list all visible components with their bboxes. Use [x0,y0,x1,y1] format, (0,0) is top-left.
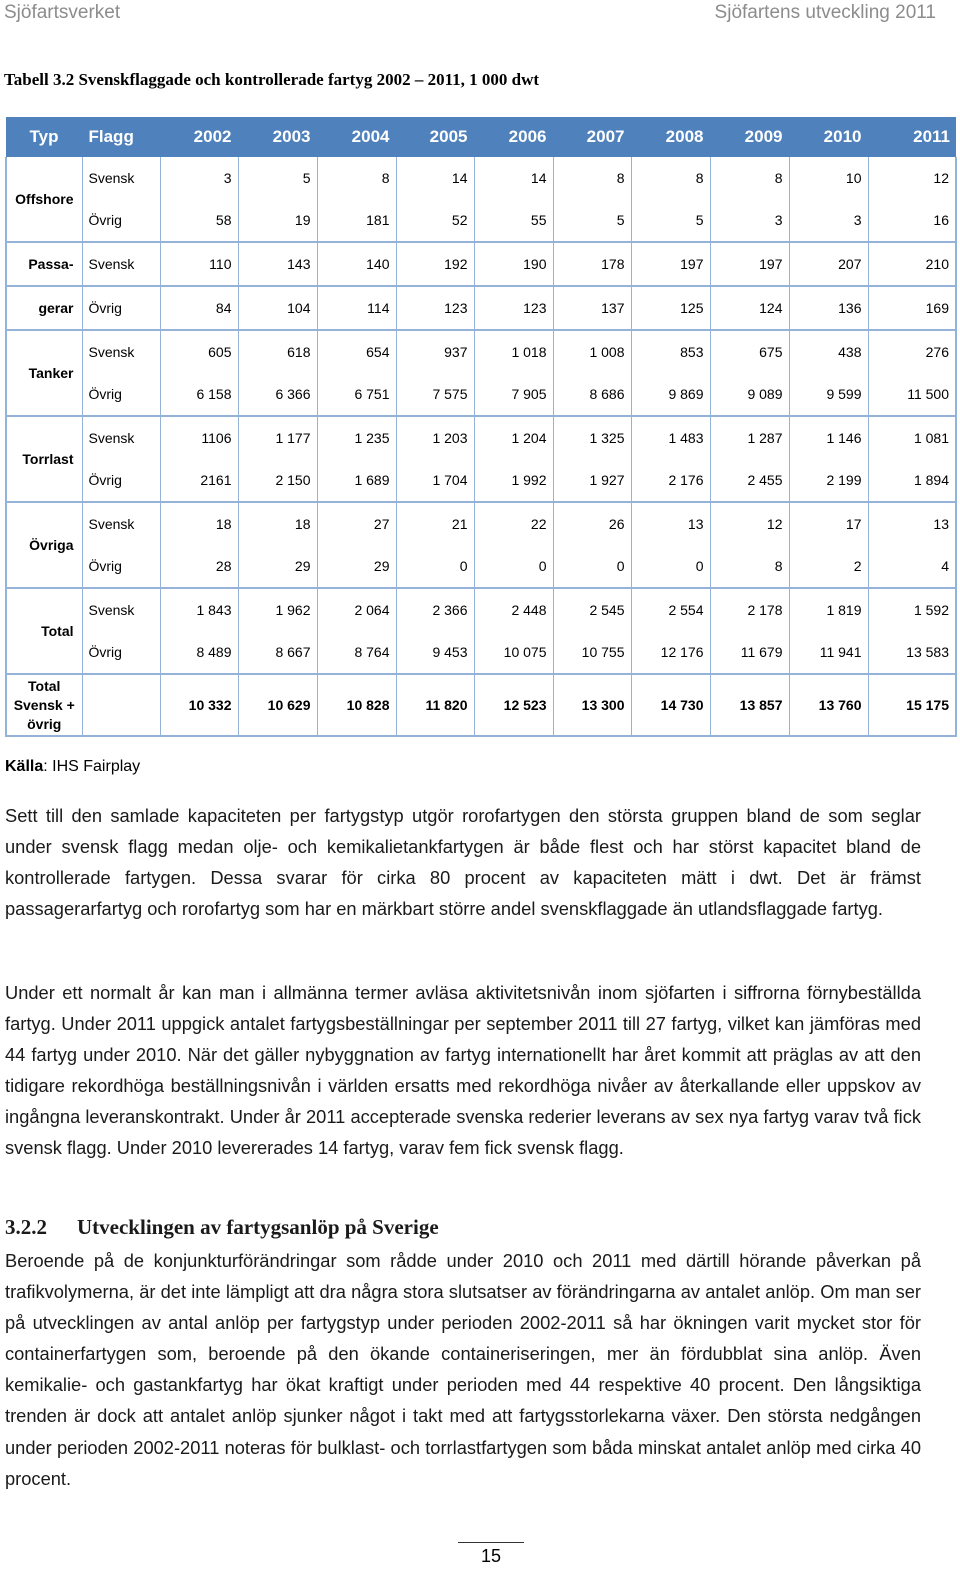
type-cell: Övriga [6,502,82,588]
value-cell: 26 [553,502,631,545]
value-cell: 1 008 [553,330,631,373]
value-cell: 1 204 [474,416,553,459]
table-caption: Tabell 3.2 Svenskflaggade och kontrollerade fartyg 2002 – 2011, 1 000 dwt [4,70,540,89]
value-cell: 1 203 [396,416,474,459]
value-cell: 123 [474,286,553,330]
flag-cell: Svensk [82,157,160,199]
total-value-cell: 14 730 [631,674,710,736]
total-label-cell [6,674,82,736]
value-cell: 124 [710,286,789,330]
value-cell: 18 [238,502,317,545]
value-cell: 1 592 [868,588,956,631]
value-cell: 675 [710,330,789,373]
value-cell: 8 489 [160,631,238,674]
value-cell: 28 [160,545,238,588]
paragraph-1: Sett till den samlade kapaciteten per fartygstyp utgör rorofartygen den största gruppen bland de som seglar under svensk flagg medan olje- och kemikalietankfartygen är både flest och har störst kapacitet bland de kontrollerade fartygen. Dessa svarar för cirka 80 procent av kapaciteten mätt i dwt. Det är främst passagerarfartyg och rorofartyg som har en märkbart större andel svenskflaggade än utlandsflaggade fartyg. [5,805,921,920]
value-cell: 8 [710,545,789,588]
value-cell: 11 679 [710,631,789,674]
value-cell: 1 894 [868,459,956,502]
value-cell: 190 [474,242,553,286]
value-cell: 2 366 [396,588,474,631]
value-cell: 2161 [160,459,238,502]
value-cell: 14 [474,157,553,199]
value-cell: 8 686 [553,373,631,416]
section-heading [5,1215,439,1240]
value-cell: 0 [631,545,710,588]
value-cell: 1 081 [868,416,956,459]
value-cell: 22 [474,502,553,545]
value-cell: 143 [238,242,317,286]
value-cell: 110 [160,242,238,286]
value-cell: 1 962 [238,588,317,631]
column-header: 2009 [710,117,789,157]
flag-cell: Svensk [82,502,160,545]
flag-cell: Övrig [82,459,160,502]
type-cell: Offshore [6,157,82,242]
source-label: Källa [5,758,44,775]
column-header: 2003 [238,117,317,157]
paragraph-3: Beroende på de konjunkturförändringar som rådde under 2010 och 2011 med därtill hörande påverkan på trafikvolymerna, är det inte lämpligt att dra några stora slutsatser av förändringarna av antalet anlöp. Om man ser på utvecklingen av antal anlöp per fartygstyp under perioden 2002-2011 så har ökningen varit mycket stor för containerfartygen som, beroende på den ökande containeriseringen, mer än fördubblat sina anlöp. Även kemikalie- och gastankfartyg har ökat kraftigt under perioden med 44 respektive 40 procent. Den långsiktiga trenden är dock att antalet anlöp sjunker något i takt med att fartygsstorlekarna växer. Den största nedgången under perioden 2002-2011 noteras för bulklast- och torrlastfartygen som båda minskat antalet anlöp med cirka 40 procent. [5,1250,921,1489]
value-cell: 1 146 [789,416,868,459]
column-header: 2005 [396,117,474,157]
total-value-cell: 13 857 [710,674,789,736]
total-value-cell: 11 820 [396,674,474,736]
flag-cell: Svensk [82,416,160,459]
value-cell: 1 018 [474,330,553,373]
flag-cell: Svensk [82,588,160,631]
total-value-cell: 13 760 [789,674,868,736]
value-cell: 178 [553,242,631,286]
table-row [6,330,956,373]
page-number: 15 [480,1546,502,1566]
value-cell: 2 199 [789,459,868,502]
value-cell: 9 453 [396,631,474,674]
value-cell: 58 [160,199,238,242]
value-cell: 12 [710,502,789,545]
value-cell: 19 [238,199,317,242]
value-cell: 114 [317,286,396,330]
value-cell: 21 [396,502,474,545]
footer-rule [458,1542,524,1543]
value-cell: 84 [160,286,238,330]
value-cell: 9 869 [631,373,710,416]
column-header: 2007 [553,117,631,157]
value-cell: 2 176 [631,459,710,502]
value-cell: 1 325 [553,416,631,459]
total-value-cell: 12 523 [474,674,553,736]
table-row [6,373,956,416]
value-cell: 7 905 [474,373,553,416]
value-cell: 5 [238,157,317,199]
value-cell: 1106 [160,416,238,459]
value-cell: 937 [396,330,474,373]
value-cell: 169 [868,286,956,330]
total-value-cell: 10 828 [317,674,396,736]
table-row [6,157,956,199]
value-cell: 11 941 [789,631,868,674]
value-cell: 0 [553,545,631,588]
source-note [5,758,140,776]
value-cell: 1 177 [238,416,317,459]
paragraph-2: Under ett normalt år kan man i allmänna termer avläsa aktivitetsnivån inom sjöfarten i siffrorna förnybeställda fartyg. Under 2011 uppgick antalet fartygsbeställningar per september 2011 till 27 fartyg, vilket kan jämföras med 44 fartyg under 2010. När det gäller nybyggnation av fartyg internationellt har året kommit att präglas av att den tidigare rekordhöga beställningsnivån i världen ersatts med rekordhöga nivåer av återkallande eller uppskov av ingångna leveranskontrakt. Under år 2011 accepterade svenska rederier leverans av sex nya fartyg varav två fick svensk flagg. Under 2010 levererades 14 fartyg, varav fem fick svensk flagg. [5,982,921,1159]
table-row [6,588,956,631]
value-cell: 3 [160,157,238,199]
value-cell: 605 [160,330,238,373]
value-cell: 3 [710,199,789,242]
value-cell: 52 [396,199,474,242]
value-cell: 181 [317,199,396,242]
value-cell: 6 751 [317,373,396,416]
value-cell: 2 554 [631,588,710,631]
value-cell: 8 [710,157,789,199]
value-cell: 4 [868,545,956,588]
value-cell: 1 689 [317,459,396,502]
value-cell: 3 [789,199,868,242]
value-cell: 16 [868,199,956,242]
table-header-row [6,117,956,157]
value-cell: 0 [474,545,553,588]
value-cell: 12 [868,157,956,199]
value-cell: 104 [238,286,317,330]
value-cell: 654 [317,330,396,373]
value-cell: 1 287 [710,416,789,459]
value-cell: 2 150 [238,459,317,502]
value-cell: 11 500 [868,373,956,416]
value-cell: 1 819 [789,588,868,631]
total-label-line: Svensk + [13,696,75,713]
value-cell: 1 843 [160,588,238,631]
value-cell: 618 [238,330,317,373]
type-cell: Passa- [6,242,82,286]
value-cell: 1 235 [317,416,396,459]
value-cell: 8 667 [238,631,317,674]
value-cell: 197 [710,242,789,286]
flag-cell: Övrig [82,286,160,330]
value-cell: 136 [789,286,868,330]
value-cell: 29 [317,545,396,588]
table-row [6,286,956,330]
value-cell: 125 [631,286,710,330]
column-header: Flagg [82,117,160,157]
value-cell: 14 [396,157,474,199]
value-cell: 5 [631,199,710,242]
value-cell: 13 [631,502,710,545]
total-value-cell: 10 332 [160,674,238,736]
value-cell: 2 178 [710,588,789,631]
value-cell: 7 575 [396,373,474,416]
value-cell: 8 [317,157,396,199]
value-cell: 123 [396,286,474,330]
flag-cell: Svensk [82,330,160,373]
value-cell: 27 [317,502,396,545]
value-cell: 192 [396,242,474,286]
value-cell: 1 992 [474,459,553,502]
value-cell: 2 064 [317,588,396,631]
value-cell: 2 545 [553,588,631,631]
value-cell: 10 755 [553,631,631,674]
value-cell: 1 704 [396,459,474,502]
value-cell: 2 [789,545,868,588]
value-cell: 1 483 [631,416,710,459]
column-header: 2002 [160,117,238,157]
header-right: Sjöfartens utveckling 2011 [714,2,936,23]
total-value-cell: 15 175 [868,674,956,736]
table-row [6,459,956,502]
value-cell: 29 [238,545,317,588]
value-cell: 18 [160,502,238,545]
value-cell: 853 [631,330,710,373]
column-header: 2010 [789,117,868,157]
value-cell: 8 [631,157,710,199]
value-cell: 197 [631,242,710,286]
table-row [6,545,956,588]
type-cell: gerar [6,286,82,330]
flag-cell: Övrig [82,545,160,588]
value-cell: 137 [553,286,631,330]
section-number: 3.2.2 [5,1215,47,1239]
source-text: : IHS Fairplay [43,758,141,775]
value-cell: 0 [396,545,474,588]
table-row [6,242,956,286]
value-cell: 9 599 [789,373,868,416]
value-cell: 17 [789,502,868,545]
type-cell: Tanker [6,330,82,416]
value-cell: 13 583 [868,631,956,674]
flag-cell: Övrig [82,373,160,416]
total-value-cell: 13 300 [553,674,631,736]
header-left: Sjöfartsverket [4,2,121,23]
flag-cell: Svensk [82,242,160,286]
total-value-cell: 10 629 [238,674,317,736]
value-cell: 2 455 [710,459,789,502]
column-header: 2004 [317,117,396,157]
value-cell: 1 927 [553,459,631,502]
flag-cell: Övrig [82,199,160,242]
value-cell: 10 [789,157,868,199]
value-cell: 9 089 [710,373,789,416]
table-row [6,502,956,545]
total-label-line: Total [28,677,61,694]
empty-flag-cell [82,674,160,736]
value-cell: 2 448 [474,588,553,631]
table-row [6,416,956,459]
type-cell: Torrlast [6,416,82,502]
value-cell: 8 [553,157,631,199]
value-cell: 10 075 [474,631,553,674]
table-row [6,631,956,674]
column-header: Typ [6,117,82,157]
total-row [6,674,956,736]
value-cell: 276 [868,330,956,373]
value-cell: 55 [474,199,553,242]
type-cell: Total [6,588,82,674]
value-cell: 210 [868,242,956,286]
column-header: 2006 [474,117,553,157]
fleet-table [5,117,957,737]
column-header: 2008 [631,117,710,157]
value-cell: 140 [317,242,396,286]
value-cell: 12 176 [631,631,710,674]
table-row [6,199,956,242]
value-cell: 6 158 [160,373,238,416]
section-title: Utvecklingen av fartygsanlöp på Sverige [77,1215,439,1239]
value-cell: 207 [789,242,868,286]
value-cell: 8 764 [317,631,396,674]
flag-cell: Övrig [82,631,160,674]
value-cell: 5 [553,199,631,242]
column-header: 2011 [868,117,956,157]
value-cell: 13 [868,502,956,545]
value-cell: 438 [789,330,868,373]
total-label-line: övrig [27,715,62,732]
value-cell: 6 366 [238,373,317,416]
